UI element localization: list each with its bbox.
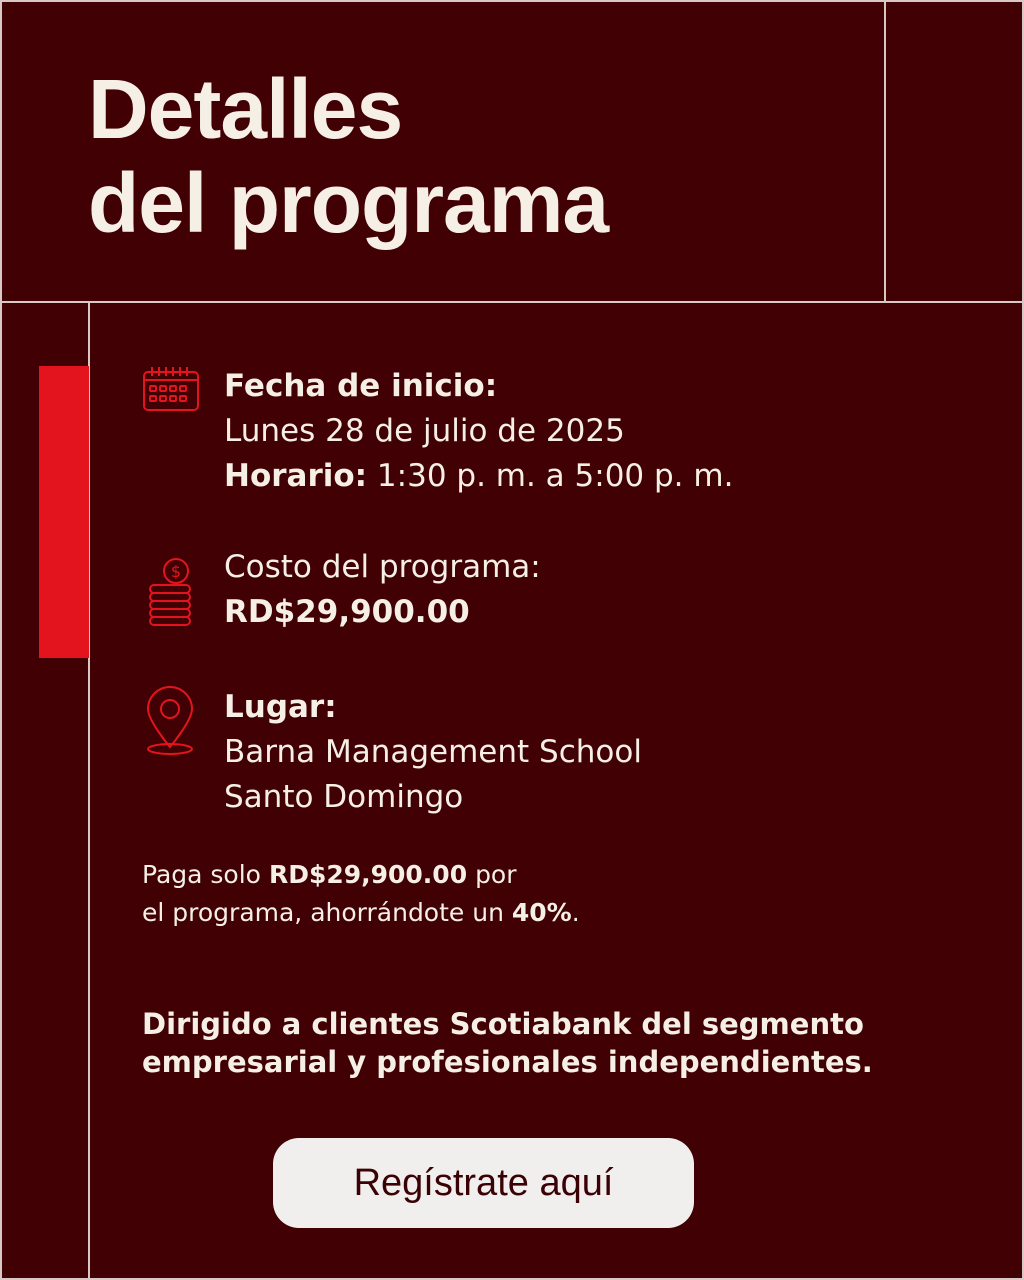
cost-text — [224, 545, 541, 635]
accent-bar — [39, 366, 89, 658]
coins-dollar-icon — [142, 545, 202, 631]
title-line-2: del programa — [88, 156, 609, 250]
schedule-line — [224, 454, 733, 499]
audience-text — [142, 1005, 982, 1081]
audience-line-2: empresarial y profesionales independientes. — [142, 1045, 873, 1079]
start-date-value: Lunes 28 de julio de 2025 — [224, 413, 625, 449]
location-pin-icon — [142, 685, 202, 761]
cost-label: Costo del programa: — [224, 549, 541, 585]
promo-mid: por — [475, 860, 517, 889]
start-date-text — [224, 364, 733, 499]
calendar-icon — [142, 364, 202, 418]
promo-end: . — [571, 898, 580, 927]
header-divider-line — [0, 301, 1024, 303]
promo-percent: 40% — [511, 898, 572, 927]
title-line-1: Detalles — [88, 62, 403, 156]
promo-pre: Paga solo — [142, 860, 261, 889]
cost-value: RD$29,900.00 — [224, 594, 470, 630]
header-vertical-line — [884, 0, 886, 302]
start-date-block — [142, 364, 733, 499]
place-block — [142, 685, 642, 820]
audience-line-1: Dirigido a clientes Scotiabank del segmento — [142, 1007, 864, 1041]
schedule-value: 1:30 p. m. a 5:00 p. m. — [376, 458, 734, 494]
schedule-label: Horario: — [224, 458, 368, 494]
place-text — [224, 685, 642, 820]
page-title — [88, 62, 608, 250]
start-date-label: Fecha de inicio: — [224, 368, 498, 404]
place-label: Lugar: — [224, 689, 337, 725]
cost-block — [142, 545, 541, 635]
register-button[interactable]: Regístrate aquí — [273, 1138, 694, 1228]
place-line-1: Barna Management School — [224, 734, 642, 770]
frame-left-line — [0, 0, 2, 1280]
svg-text:$: $ — [170, 562, 182, 581]
promo-text — [142, 856, 580, 932]
promo-line2: el programa, ahorrándote un — [142, 898, 504, 927]
frame-top-line — [0, 0, 1024, 2]
place-line-2: Santo Domingo — [224, 779, 464, 815]
promo-amount: RD$29,900.00 — [268, 860, 468, 889]
